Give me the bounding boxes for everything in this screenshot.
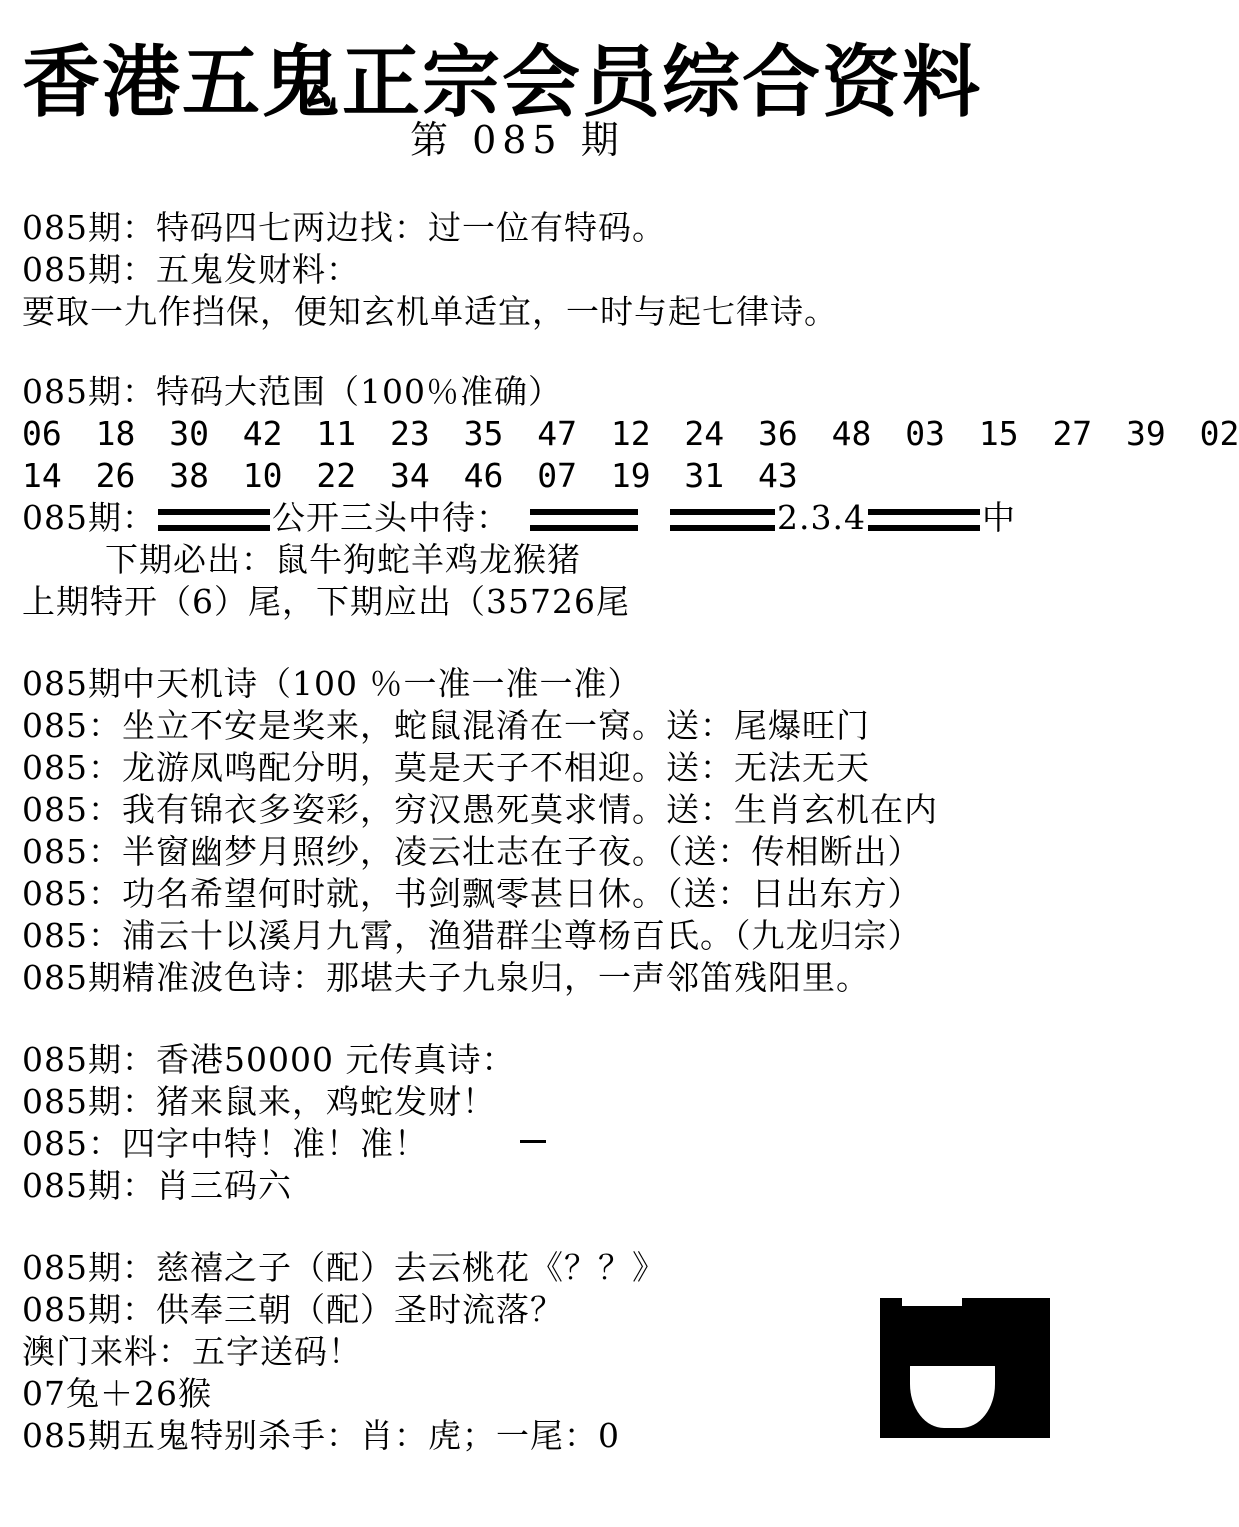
text-line: 085期：特码大范围（100％准确）: [22, 372, 562, 411]
hair-shape: [898, 1306, 1008, 1366]
text-line: 085期：肖三码六: [22, 1166, 292, 1205]
issue-number: 第 085 期: [410, 118, 625, 162]
text-line: 澳门来料：五字送码！: [22, 1332, 362, 1371]
line-text: 中: [981, 498, 1016, 537]
text-line: 085期五鬼特别杀手：肖：虎；一尾：0: [22, 1416, 620, 1455]
line-prefix: 085期：: [22, 498, 156, 537]
highlight-stripe: [902, 1298, 962, 1306]
text-line: 085期：特码四七两边找：过一位有特码。: [22, 208, 666, 247]
text-line: [22, 498, 1016, 538]
text-line: 085：龙游凤鸣配分明，莫是天子不相迎。送：无法无天: [22, 748, 870, 787]
redaction-bar: [530, 507, 638, 533]
text-line: 085期精准波色诗：那堪夫子九泉归，一声邻笛残阳里。: [22, 958, 870, 997]
text-line: 085期：五鬼发财料：: [22, 250, 360, 289]
redaction-bar: [158, 507, 270, 533]
portrait-photo: [880, 1298, 1050, 1438]
line-text: 公开三头中待：: [272, 498, 510, 537]
page-title: 香港五鬼正宗会员综合资料: [22, 38, 983, 128]
text-line: 085期：香港50000 元传真诗：: [22, 1040, 516, 1079]
text-line: 085期：猪来鼠来，鸡蛇发财！: [22, 1082, 496, 1121]
redaction-bar: [868, 507, 980, 533]
text-line: 085期中天机诗（100 ％一准一准一准）: [22, 664, 642, 703]
text-line: 07兔＋26猴: [22, 1374, 212, 1413]
text-line: 085期：慈禧之子（配）去云桃花《？？》: [22, 1248, 666, 1287]
dash-mark: [520, 1140, 546, 1143]
number-list: 06 18 30 42 11 23 35 47 12 24 36 48 03 15 27 39 02: [22, 414, 1239, 453]
line-text: 2.3.4: [777, 498, 866, 537]
text-line: 要取一九作挡保，便知玄机单适宜，一时与起七律诗。: [22, 292, 838, 331]
text-line: 085：半窗幽梦月照纱，凌云壮志在子夜。（送：传相断出）: [22, 832, 922, 871]
text-line: 085：我有锦衣多姿彩，穷汉愚死莫求情。送：生肖玄机在内: [22, 790, 938, 829]
redaction-bar: [670, 507, 775, 533]
text-line: 085：浦云十以溪月九霄，渔猎群尘尊杨百氏。（九龙归宗）: [22, 916, 922, 955]
number-list: 14 26 38 10 22 34 46 07 19 31 43: [22, 456, 798, 495]
text-line: 085期：供奉三朝（配）圣时流落？: [22, 1290, 564, 1329]
text-line: 下期必出：鼠牛狗蛇羊鸡龙猴猪: [105, 540, 581, 579]
eye-shape: [932, 1360, 942, 1366]
text-line: 085：坐立不安是奖来，蛇鼠混淆在一窝。送：尾爆旺门: [22, 706, 870, 745]
text-line: 085：功名希望何时就，书剑飘零甚日休。（送：日出东方）: [22, 874, 922, 913]
text-line: 085：四字中特！准！准！: [22, 1124, 428, 1163]
eye-shape: [964, 1360, 974, 1366]
text-line: 上期特开（6）尾，下期应出（35726尾: [22, 582, 630, 621]
